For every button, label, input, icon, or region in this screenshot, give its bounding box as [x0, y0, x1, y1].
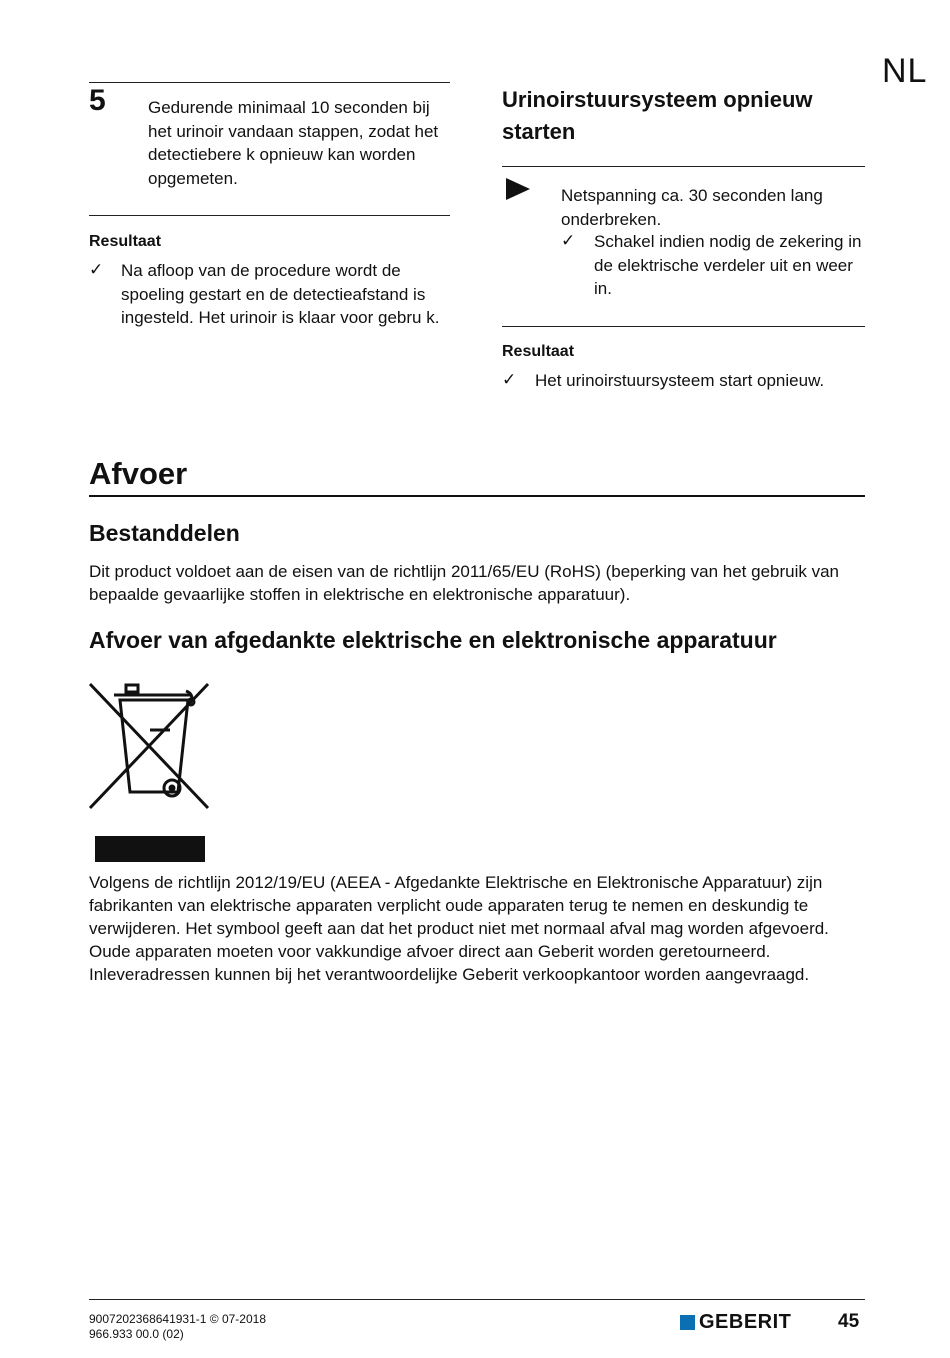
check-icon: ✓: [561, 231, 576, 250]
crossed-out-bin-icon: [86, 680, 212, 812]
result-text-right: Het urinoirstuursysteem start opnieuw.: [535, 371, 825, 390]
weee-black-bar: [95, 836, 205, 862]
weee-heading: Afvoer van afgedankte elektrische en elektronische apparatuur: [89, 627, 777, 653]
bestanddelen-text: Dit product voldoet aan de eisen van de richtlijn 2011/65/EU (RoHS) (beperking van het gebruik van bepaalde gevaarlijke stoffen in elektrische en elektronische apparatuur).: [89, 562, 840, 604]
action-arrow-icon: [506, 178, 530, 200]
language-marker: NL: [882, 52, 928, 90]
step-number: 5: [89, 84, 106, 117]
brand-logo: [680, 1311, 791, 1334]
section-title: Afvoer: [89, 456, 188, 491]
page-number: 45: [838, 1311, 860, 1332]
step-top-rule: [89, 82, 450, 83]
bestanddelen-heading: Bestanddelen: [89, 520, 240, 546]
footer-rule: [89, 1299, 865, 1300]
check-icon: ✓: [89, 260, 104, 279]
section-rule: [89, 495, 865, 497]
footer-doc-number: 966.933 00.0 (02): [89, 1327, 184, 1341]
restart-step-text: Netspanning ca. 30 seconden lang onderbreken.: [561, 186, 823, 229]
step-text: Gedurende minimaal 10 seconden bij het urinoir vandaan stappen, zodat het detectiebere k opnieuw kan worden opgemeten.: [148, 98, 439, 188]
brand-square-icon: [680, 1315, 695, 1330]
restart-sub-text: Schakel indien nodig de zekering in de elektrische verdeler uit en weer in.: [594, 232, 862, 298]
result-text-left: Na afloop van de procedure wordt de spoeling gestart en de detectieafstand is ingesteld. Het urinoir is klaar voor gebru k.: [121, 261, 440, 327]
restart-top-rule: [502, 166, 865, 167]
result-label-left: Resultaat: [89, 233, 162, 250]
check-icon: ✓: [502, 370, 517, 389]
brand-name: GEBERIT: [699, 1311, 792, 1333]
step-bottom-rule: [89, 215, 450, 216]
footer-doc-id: 9007202368641931-1 © 07-2018: [89, 1312, 266, 1326]
footer-doc-info: [89, 1312, 266, 1342]
restart-bottom-rule: [502, 326, 865, 327]
restart-heading: Urinoirstuursysteem opnieuw starten: [502, 87, 813, 144]
weee-text: Volgens de richtlijn 2012/19/EU (AEEA - Afgedankte Elektrische en Elektronische Apparatuur) zijn fabrikanten van elektrische apparaten verplicht oude apparaten terug te nemen en deskundig te verwijderen. Het symbool geeft aan dat het product niet met normaal afval mag worden afgevoerd. Oude apparaten moeten voor vakkundige afvoer direct aan Geberit worden geretourneerd. Inleveradressen kunnen bij het verantwoordelijke Geberit verkoopkantoor worden aangevraagd.: [89, 873, 829, 984]
result-label-right: Resultaat: [502, 343, 575, 360]
